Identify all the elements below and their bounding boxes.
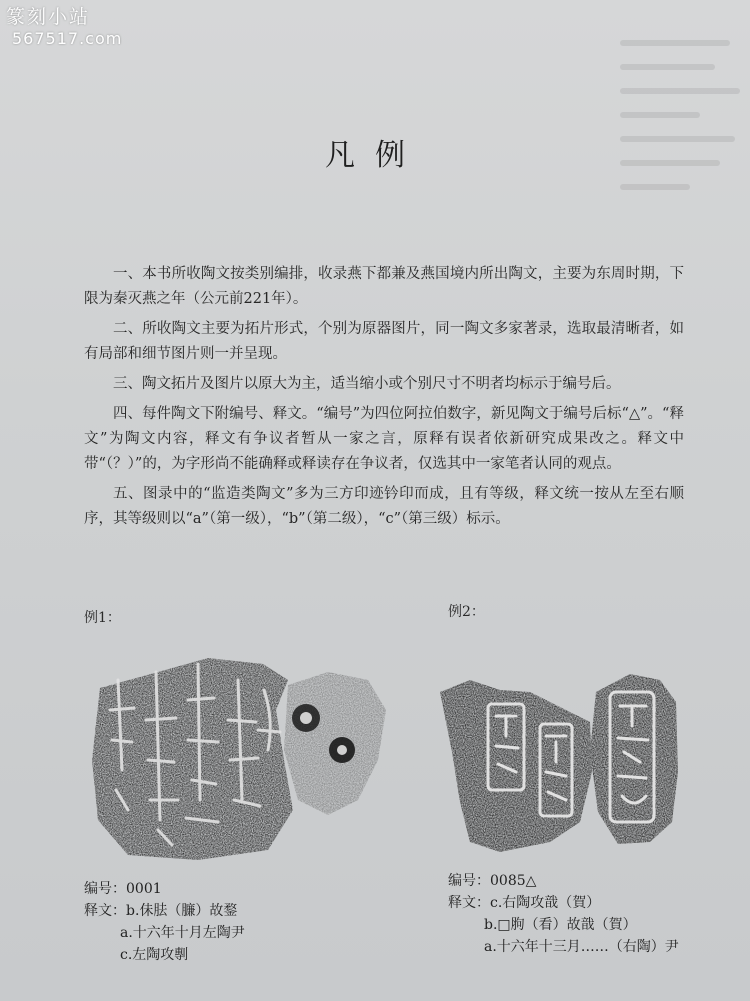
page-title: 凡例 bbox=[325, 138, 425, 173]
rubbing-image-2 bbox=[440, 652, 680, 862]
rule-5: 五、图录中的“监造类陶文”多为三方印迹钤印而成，且有等级，释文统一按从左至右顺序，其等级则以“a”（第一级），“b”（第二级），“c”（第三级）标示。 bbox=[84, 486, 684, 527]
watermark bbox=[6, 6, 122, 48]
example-1-caption bbox=[84, 878, 245, 966]
example-2-line-3: a.十六年十三月……（右陶）尹 bbox=[484, 939, 679, 955]
example-1-line-3: c.左陶攻剸 bbox=[120, 947, 189, 963]
example-1-line-2: a.十六年十月左陶尹 bbox=[120, 925, 245, 941]
example-2-line-1: 释文：c.右陶攻戠（賀） bbox=[448, 895, 601, 911]
example-1-number: 编号：0001 bbox=[84, 881, 162, 897]
example-2-caption bbox=[448, 870, 679, 958]
example-1-line-1: 释文：b.佅胠（臁）故鍪 bbox=[84, 903, 238, 919]
rule-2: 二、所收陶文主要为拓片形式，个别为原器图片，同一陶文多家著录，选取最清晰者，如有局部和细节图片则一并呈现。 bbox=[84, 321, 684, 362]
rules-list bbox=[84, 262, 684, 537]
rule-1: 一、本书所收陶文按类别编排，收录燕下都兼及燕国境内所出陶文，主要为东周时期，下限为秦灭燕之年（公元前221年）。 bbox=[84, 266, 684, 307]
example-1-label: 例1： bbox=[84, 610, 121, 626]
rule-3: 三、陶文拓片及图片以原大为主，适当缩小或个别尺寸不明者均标示于编号后。 bbox=[113, 376, 621, 392]
rule-4: 四、每件陶文下附编号、释文。“编号”为四位阿拉伯数字，新见陶文于编号后标“△”。“释文”为陶文内容，释文有争议者暂从一家之言，原释有误者依新研究成果改之。释文中带“（？）”的，为字形尚不能确释或释读存在争议者，仅选其中一家笔者认同的观点。 bbox=[84, 406, 684, 472]
watermark-url: 567517.com bbox=[12, 28, 123, 48]
watermark-title: 篆刻小站 bbox=[6, 6, 91, 28]
example-2-label: 例2： bbox=[448, 604, 485, 620]
example-2-number: 编号：0085△ bbox=[448, 873, 537, 889]
example-2-line-2: b.□胊（看）故戠（賀） bbox=[484, 917, 637, 933]
rubbing-image-1 bbox=[88, 650, 388, 865]
